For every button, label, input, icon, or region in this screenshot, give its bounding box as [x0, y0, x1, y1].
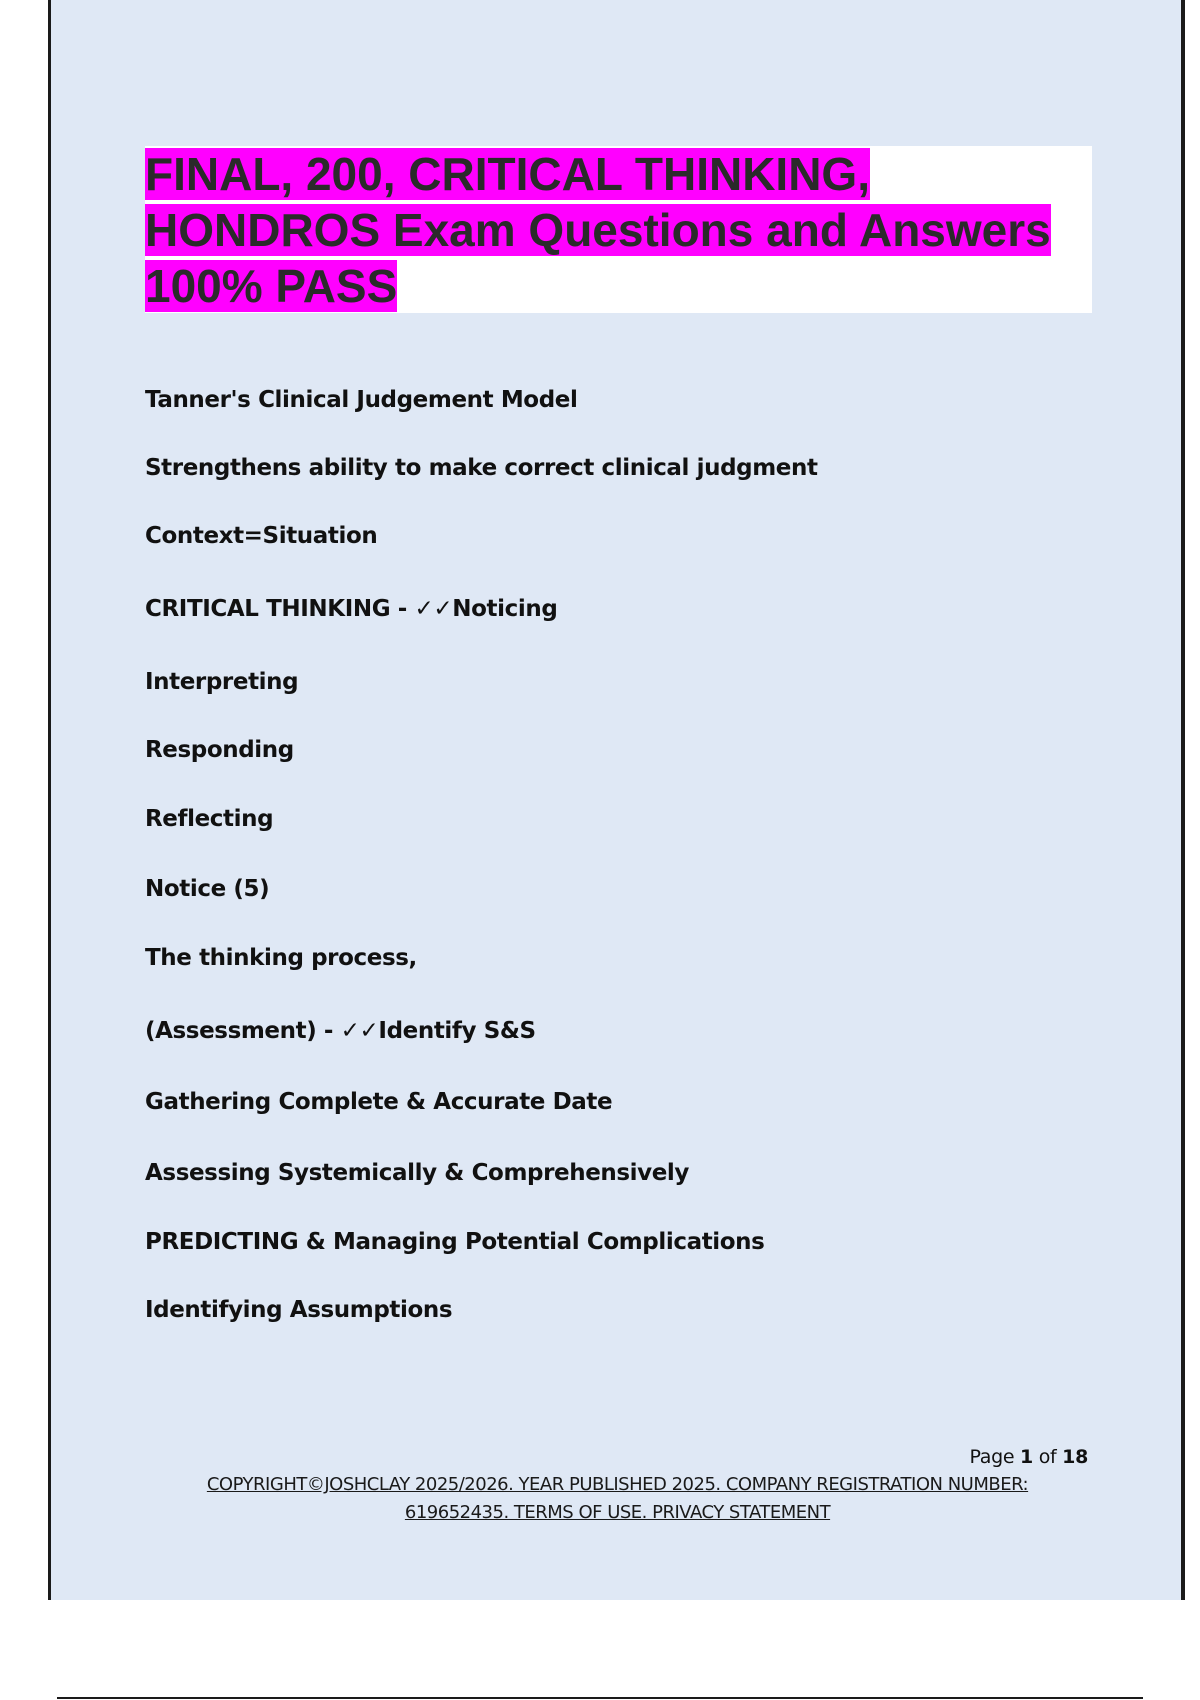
content-line: Tanner's Clinical Judgement Model [145, 387, 578, 413]
title-block [145, 146, 1092, 313]
content-line: PREDICTING & Managing Potential Complications [145, 1229, 765, 1255]
page-number-current: 1 [1020, 1446, 1033, 1468]
page-number [969, 1446, 1088, 1468]
content-line: CRITICAL THINKING - ✓✓Noticing [145, 596, 558, 622]
content-line: The thinking process, [145, 945, 417, 971]
page-number-label: Page [969, 1446, 1015, 1468]
title-highlight: FINAL, 200, CRITICAL THINKING, HONDROS Exam Questions and Answers 100% PASS [145, 148, 1051, 312]
content-line: (Assessment) - ✓✓Identify S&S [145, 1018, 536, 1044]
content-line: Identifying Assumptions [145, 1297, 453, 1323]
page-number-of: of [1038, 1446, 1057, 1468]
content-line: Gathering Complete & Accurate Date [145, 1089, 613, 1115]
content-line: Interpreting [145, 669, 299, 695]
copyright-notice[interactable]: COPYRIGHT©JOSHCLAY 2025/2026. YEAR PUBLISHED 2025. COMPANY REGISTRATION NUMBER: 619652435. TERMS OF USE. PRIVACY STATEMENT [206, 1474, 1029, 1523]
page-number-total: 18 [1062, 1446, 1088, 1468]
content-line: Responding [145, 737, 294, 763]
content-line: Assessing Systemically & Comprehensively [145, 1160, 690, 1186]
content-line: Notice (5) [145, 876, 270, 902]
content-line: Strengthens ability to make correct clinical judgment [145, 455, 818, 481]
content-line: Context=Situation [145, 523, 378, 549]
content-line: Reflecting [145, 806, 274, 832]
document-title [145, 146, 1092, 314]
bottom-divider [57, 1697, 1143, 1699]
